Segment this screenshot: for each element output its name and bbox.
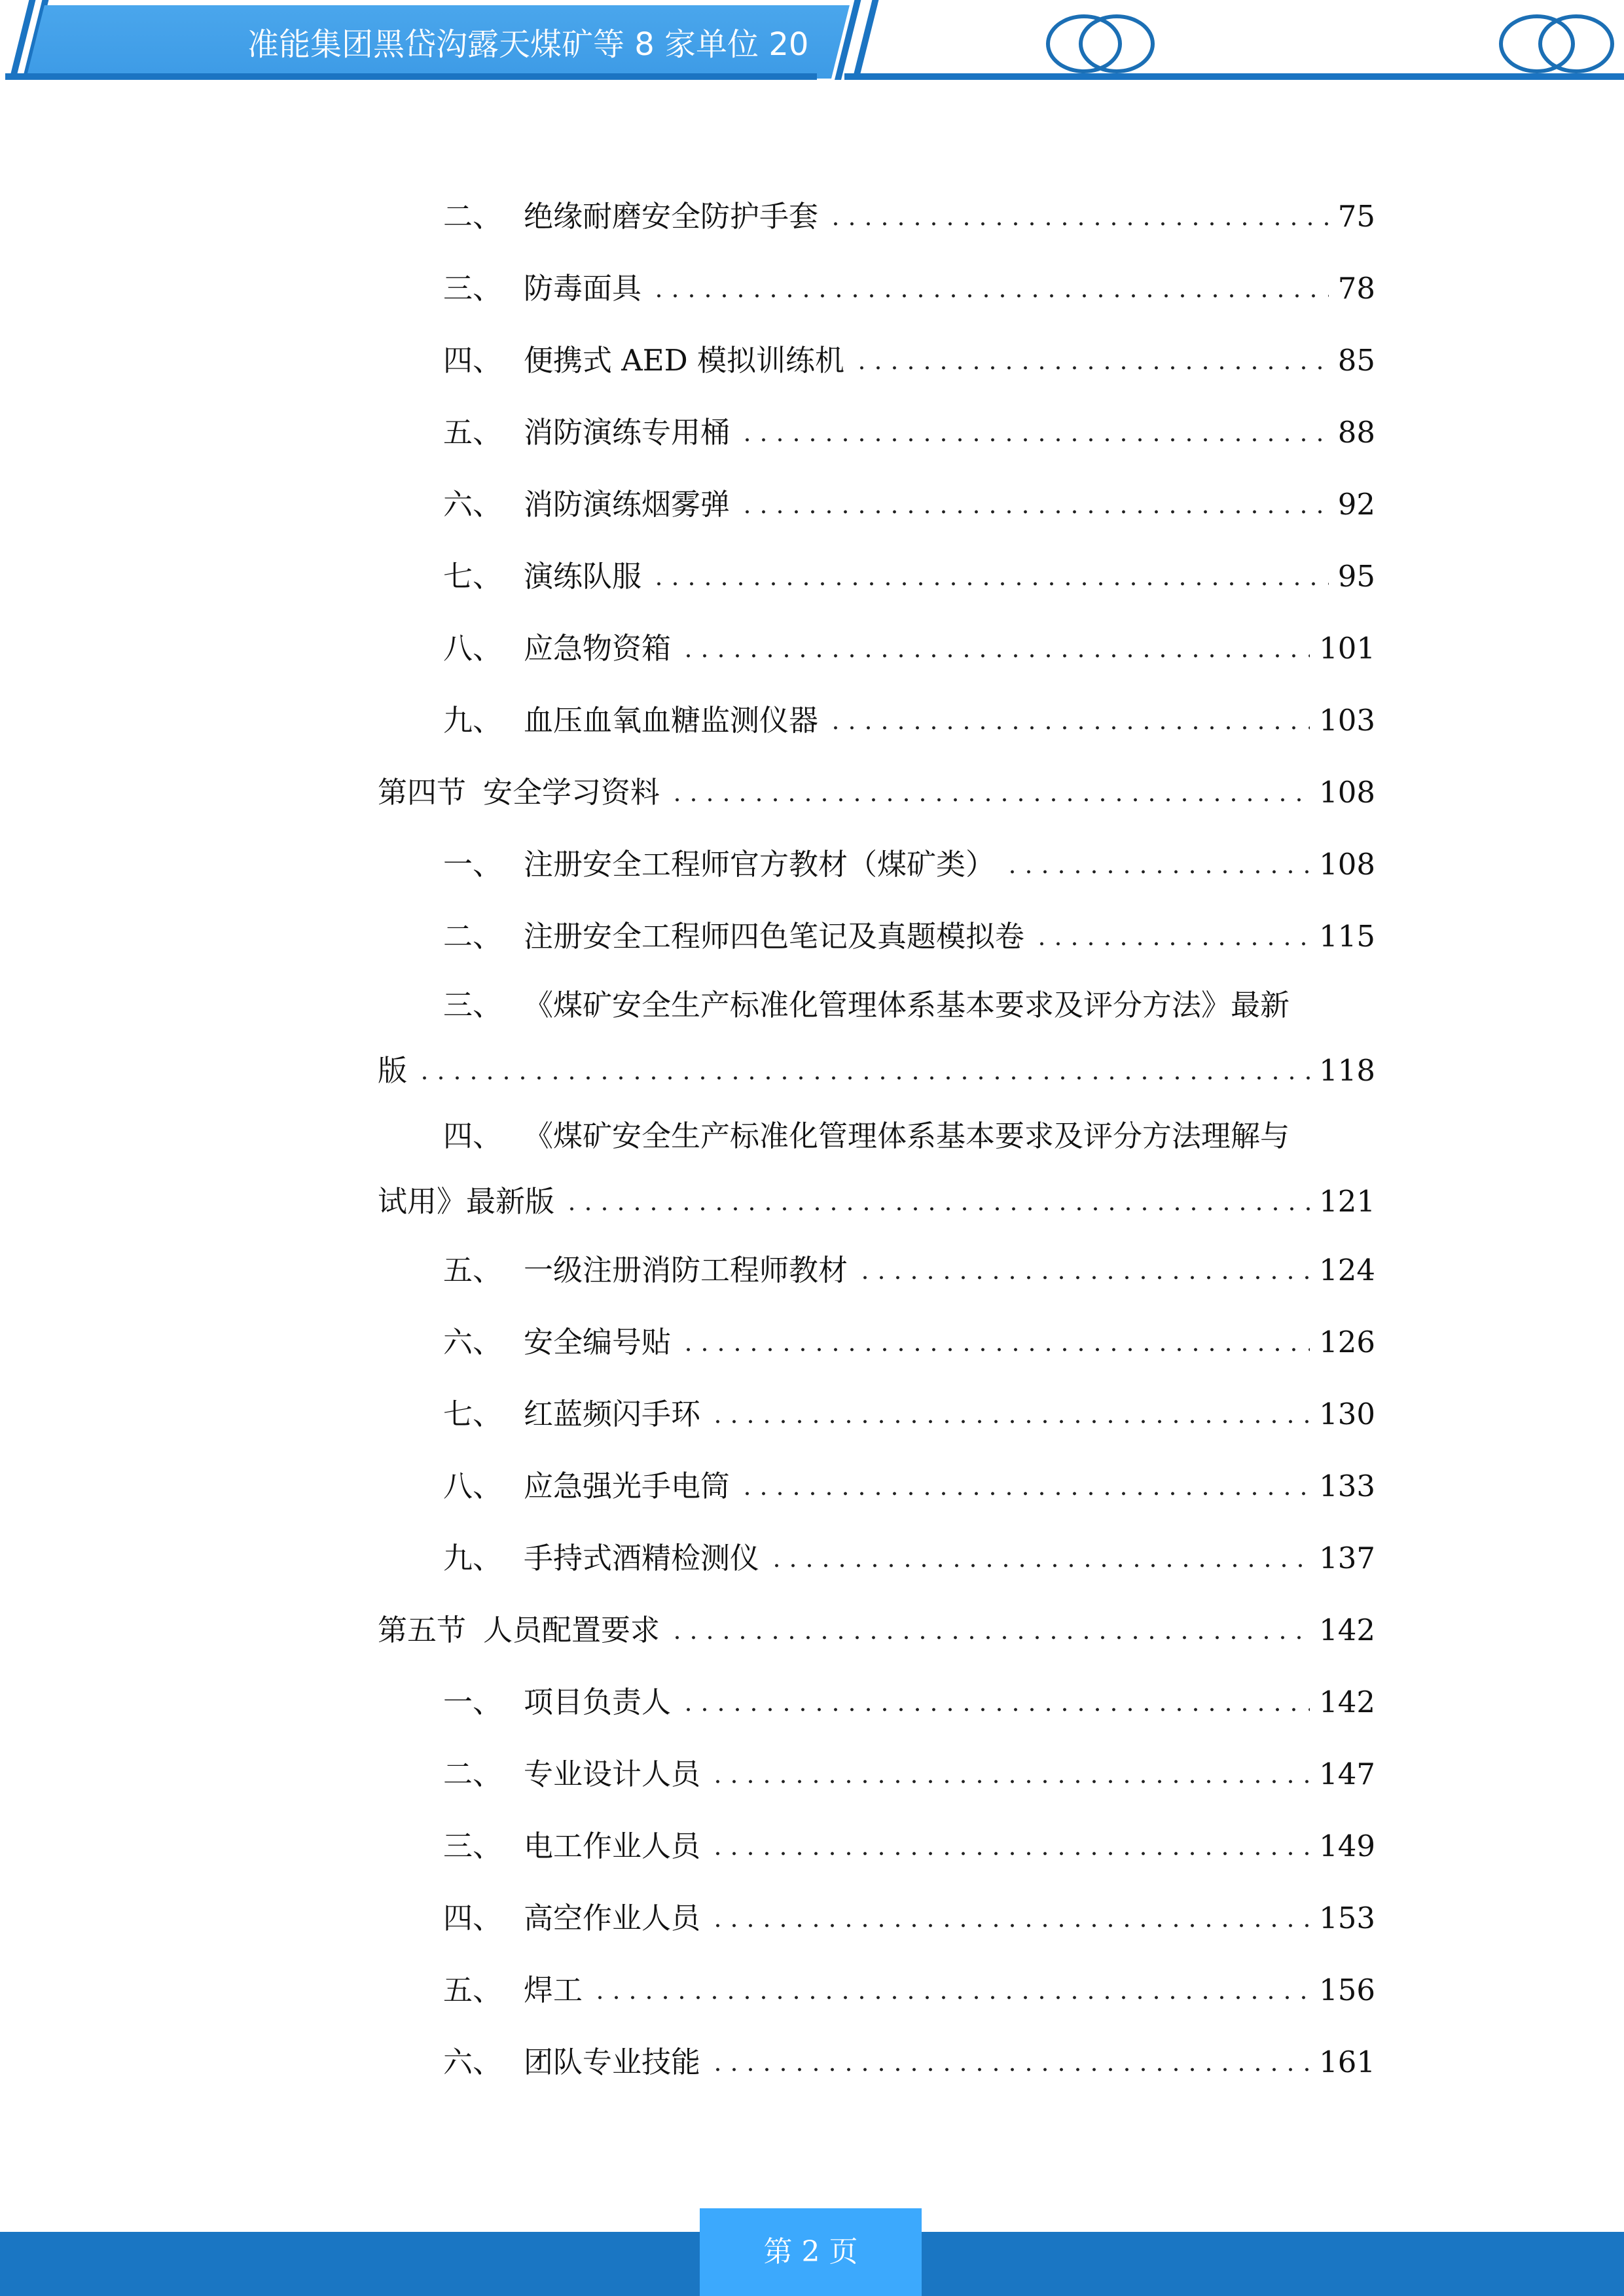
entry-title: 应急物资箱 (524, 631, 672, 666)
entry-title: 高空作业人员 (524, 1901, 701, 1935)
entry-title: 安全学习资料 (483, 775, 660, 810)
entry-number: 六、 (443, 487, 503, 522)
entry-number: 八、 (443, 631, 503, 666)
toc-entry[interactable] (378, 1522, 1375, 1594)
entry-number: 三、 (443, 1829, 503, 1863)
entry-page: 142 (1319, 1613, 1375, 1647)
entry-page: 103 (1319, 703, 1375, 738)
entry-page: 137 (1319, 1541, 1375, 1575)
entry-title: 注册安全工程师官方教材（煤矿类） (524, 847, 996, 882)
entry-page: 149 (1319, 1829, 1375, 1863)
entry-page: 88 (1337, 415, 1375, 450)
entry-page: 118 (1319, 1053, 1375, 1088)
entry-page: 78 (1337, 271, 1375, 306)
entry-number: 四、 (443, 343, 503, 378)
entry-page: 92 (1337, 487, 1375, 522)
dot-leader (651, 581, 1329, 587)
entry-number: 五、 (443, 1253, 503, 1287)
entry-title-continued: 版 (378, 1053, 408, 1088)
header-title: 准能集团黑岱沟露天煤矿等 8 家单位 20 (247, 26, 809, 63)
dot-leader (854, 365, 1329, 371)
entry-page: 95 (1337, 559, 1375, 594)
toc-entry[interactable] (378, 469, 1375, 541)
dot-leader (768, 1562, 1310, 1569)
entry-page: 115 (1319, 919, 1375, 954)
entry-title: 绝缘耐磨安全防护手套 (524, 199, 819, 234)
entry-number: 六、 (443, 1325, 503, 1359)
entry-number: 四、 (443, 1901, 503, 1935)
entry-title: 《煤矿安全生产标准化管理体系基本要求及评分方法》最新 (524, 988, 1290, 1022)
entry-page: 161 (1319, 2045, 1375, 2079)
entry-page: 126 (1319, 1325, 1375, 1359)
entry-page: 108 (1319, 847, 1375, 882)
toc-entry[interactable] (378, 1954, 1375, 2026)
entry-title: 血压血氧血糖监测仪器 (524, 703, 819, 738)
dot-leader (651, 293, 1329, 299)
dot-leader (710, 1922, 1310, 1929)
entry-number: 三、 (443, 271, 503, 306)
entry-number: 一、 (443, 847, 503, 882)
entry-title: 手持式酒精检测仪 (524, 1541, 760, 1575)
entry-title: 消防演练专用桶 (524, 415, 731, 450)
entry-number: 二、 (443, 199, 503, 234)
dot-leader (669, 1634, 1310, 1641)
entry-page: 156 (1319, 1973, 1375, 2007)
entry-page: 124 (1319, 1253, 1375, 1287)
toc-entry[interactable] (378, 1378, 1375, 1450)
dot-leader (710, 1418, 1310, 1425)
entry-number: 一、 (443, 1685, 503, 1719)
dot-leader (1034, 941, 1310, 947)
toc-entry[interactable] (378, 181, 1375, 253)
entry-page: 153 (1319, 1901, 1375, 1935)
entry-page: 75 (1337, 199, 1375, 234)
toc-entry[interactable] (378, 541, 1375, 613)
entry-title: 消防演练烟雾弹 (524, 487, 731, 522)
toc-entry[interactable] (378, 1450, 1375, 1522)
entry-title: 便携式 AED 模拟训练机 (524, 343, 845, 378)
dot-leader (827, 725, 1310, 731)
section-number: 第四节 (378, 775, 467, 810)
toc-entry[interactable] (378, 253, 1375, 325)
dot-leader (680, 1346, 1310, 1353)
entry-title-continued: 试用》最新版 (378, 1184, 555, 1219)
entry-title: 红蓝频闪手环 (524, 1397, 701, 1431)
entry-number: 四、 (443, 1119, 503, 1153)
entry-title: 人员配置要求 (483, 1613, 660, 1647)
dot-leader (739, 1490, 1310, 1497)
dot-leader (592, 1994, 1310, 2001)
toc-entry[interactable] (378, 1882, 1375, 1954)
toc-entry[interactable] (378, 397, 1375, 469)
rings-logo-icon (1499, 14, 1614, 72)
entry-title: 《煤矿安全生产标准化管理体系基本要求及评分方法理解与 (524, 1119, 1290, 1153)
entry-number: 七、 (443, 1397, 503, 1431)
entry-number: 九、 (443, 1541, 503, 1575)
toc-entry[interactable] (378, 685, 1375, 757)
entry-title: 演练队服 (524, 559, 642, 594)
entry-number: 二、 (443, 919, 503, 954)
entry-number: 八、 (443, 1469, 503, 1503)
entry-page: 133 (1319, 1469, 1375, 1503)
toc-entry[interactable] (378, 613, 1375, 685)
entry-page: 142 (1319, 1685, 1375, 1719)
toc-entry[interactable] (378, 1810, 1375, 1882)
dot-leader (710, 1850, 1310, 1857)
entry-title: 专业设计人员 (524, 1757, 701, 1791)
entry-page: 130 (1319, 1397, 1375, 1431)
dot-leader (680, 1706, 1310, 1713)
entry-title: 电工作业人员 (524, 1829, 701, 1863)
entry-title: 注册安全工程师四色笔记及真题模拟卷 (524, 919, 1025, 954)
dot-leader (710, 1778, 1310, 1785)
toc-entry[interactable] (378, 1306, 1375, 1378)
page-number: 第 2 页 (700, 2208, 922, 2296)
entry-title: 防毒面具 (524, 271, 642, 306)
table-of-contents (378, 181, 1375, 2098)
entry-page: 108 (1319, 775, 1375, 810)
entry-number: 三、 (443, 988, 503, 1022)
entry-number: 五、 (443, 415, 503, 450)
entry-title: 项目负责人 (524, 1685, 672, 1719)
entry-title: 焊工 (524, 1973, 583, 2007)
dot-leader (1004, 869, 1310, 875)
dot-leader (564, 1206, 1310, 1212)
entry-page: 85 (1337, 343, 1375, 378)
toc-entry[interactable] (378, 901, 1375, 973)
header-rule (5, 73, 817, 80)
header-rule (844, 73, 1624, 80)
entry-number: 五、 (443, 1973, 503, 2007)
toc-entry[interactable] (378, 973, 1375, 1038)
entry-title: 应急强光手电筒 (524, 1469, 731, 1503)
dot-leader (416, 1075, 1310, 1081)
entry-number: 九、 (443, 703, 503, 738)
dot-leader (680, 653, 1310, 659)
entry-page: 101 (1319, 631, 1375, 666)
entry-title: 安全编号贴 (524, 1325, 672, 1359)
dot-leader (857, 1274, 1310, 1281)
dot-leader (710, 2066, 1310, 2073)
dot-leader (739, 509, 1329, 515)
entry-page: 121 (1319, 1184, 1375, 1219)
toc-entry[interactable] (378, 325, 1375, 397)
entry-page: 147 (1319, 1757, 1375, 1791)
toc-section[interactable] (378, 1594, 1375, 1666)
toc-entry-continuation[interactable] (378, 1038, 1375, 1103)
entry-number: 二、 (443, 1757, 503, 1791)
toc-entry[interactable] (378, 1738, 1375, 1810)
dot-leader (739, 437, 1329, 443)
rings-logo-icon (1046, 14, 1161, 72)
toc-entry[interactable] (378, 1234, 1375, 1306)
toc-entry[interactable] (378, 829, 1375, 901)
dot-leader (827, 221, 1329, 227)
entry-title: 团队专业技能 (524, 2045, 701, 2079)
entry-number: 七、 (443, 559, 503, 594)
section-number: 第五节 (378, 1613, 467, 1647)
toc-entry[interactable] (378, 2026, 1375, 2098)
dot-leader (669, 797, 1310, 803)
toc-section[interactable] (378, 757, 1375, 829)
toc-entry[interactable] (378, 1103, 1375, 1169)
entry-title: 一级注册消防工程师教材 (524, 1253, 848, 1287)
toc-entry[interactable] (378, 1666, 1375, 1738)
toc-entry-continuation[interactable] (378, 1169, 1375, 1234)
entry-number: 六、 (443, 2045, 503, 2079)
